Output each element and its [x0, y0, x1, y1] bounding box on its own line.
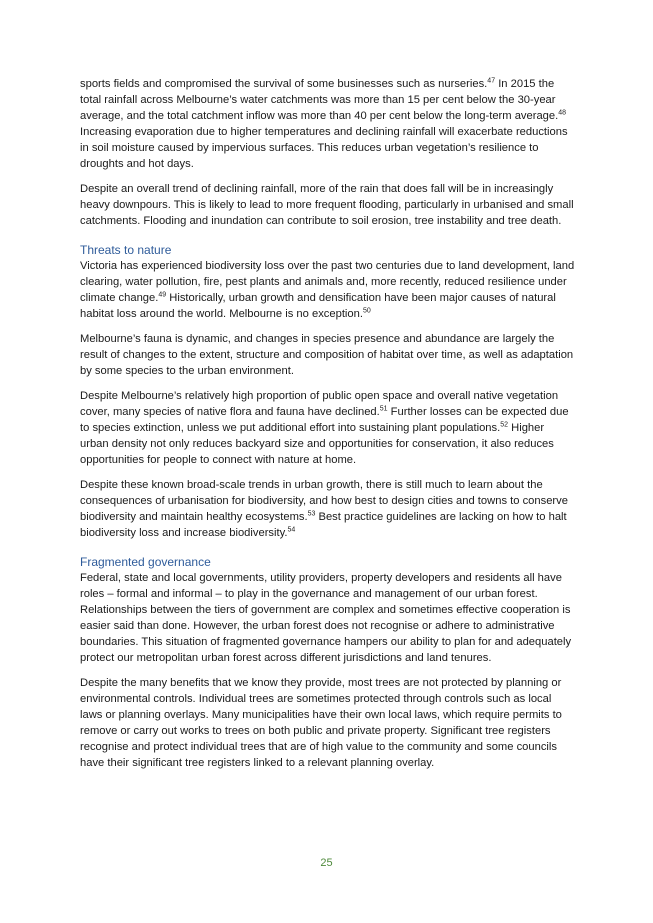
footnote-ref-54[interactable]: 54	[287, 526, 296, 534]
footnote-ref-48[interactable]: 48	[558, 109, 567, 117]
document-body	[80, 76, 575, 780]
paragraph-tree-protection: Despite the many benefits that we know they provide, most trees are not protected by planning or environmental controls. Individual trees are sometimes protected through controls such as local laws or planning overlays. Many municipalities have their own local laws, which require permits to remove or carry out works to trees on both public and private property. Significant tree registers recognise and protect individual trees that are of high value to the community and some councils have their significant tree registers linked to a relevant planning overlay.	[80, 677, 562, 769]
paragraph-text: Higher urban density not only reduces backyard size and opportunities for conservation, it also reduces opportunities for people to connect with nature at home.	[80, 422, 554, 466]
paragraph-species-decline	[80, 388, 575, 468]
paragraph-text: Best practice guidelines are lacking on how to halt biodiversity loss and increase biodiversity.	[80, 511, 567, 539]
footnote-ref-47[interactable]: 47	[487, 77, 496, 85]
paragraph-downpours: Despite an overall trend of declining rainfall, more of the rain that does fall will be in increasingly heavy downpours. This is likely to lead to more frequent flooding, particularly in urbanised and small catchments. Flooding and inundation can contribute to soil erosion, tree instability and tree death.	[80, 183, 574, 227]
heading-threats-to-nature: Threats to nature	[80, 243, 172, 257]
paragraph-text: Despite these known broad-scale trends in urban growth, there is still much to learn about the consequences of urbanisation for biodiversity, and how best to design cities and towns to conserve biodiversity and maintain healthy ecosystems.	[80, 479, 568, 523]
footnote-ref-52[interactable]: 52	[500, 421, 509, 429]
paragraph-governance: Federal, state and local governments, utility providers, property developers and residents all have roles – formal and informal – to play in the governance and management of our urban forest. Relationships between the tiers of government are complex and sometimes effective cooperation is easier said than done. However, the urban forest does not recognise or adhere to administrative boundaries. This situation of fragmented governance hampers our ability to plan for and adequately protect our metropolitan urban forest across different jurisdictions and land tenures.	[80, 572, 572, 664]
paragraph-text: Victoria has experienced biodiversity loss over the past two centuries due to land development, land clearing, water pollution, fire, pest plants and animals and, more recently, reduced resilience under climate change.	[80, 260, 575, 304]
paragraph-text: Further losses can be expected due to species extinction, unless we put additional effort into sustaining plant populations.	[80, 406, 569, 434]
footnote-ref-49[interactable]: 49	[158, 291, 167, 299]
paragraph-urbanisation	[80, 477, 575, 541]
footnote-ref-53[interactable]: 53	[307, 510, 316, 518]
heading-fragmented-governance: Fragmented governance	[80, 555, 211, 569]
footnote-ref-50[interactable]: 50	[362, 307, 371, 315]
paragraph-text: Increasing evaporation due to higher temperatures and declining rainfall will exacerbate reductions in soil moisture caused by impervious surfaces. This reduces urban vegetation’s resilience to droughts and hot days.	[80, 126, 568, 170]
page-number: 25	[320, 857, 333, 869]
paragraph-text: Historically, urban growth and densification have been major causes of natural habitat loss around the world. Melbourne is no exception.	[80, 292, 556, 320]
paragraph-text: Despite Melbourne’s relatively high proportion of public open space and overall native vegetation cover, many species of native flora and fauna have declined.	[80, 390, 559, 418]
paragraph-rainfall	[80, 76, 575, 172]
paragraph-text: sports fields and compromised the survival of some businesses such as nurseries.	[80, 78, 488, 90]
paragraph-biodiversity-loss	[80, 258, 575, 322]
paragraph-fauna: Melbourne’s fauna is dynamic, and changes in species presence and abundance are largely the result of changes to the extent, structure and composition of habitat over time, as well as adaptation by some species to the urban environment.	[80, 333, 574, 377]
paragraph-text: In 2015 the total rainfall across Melbourne’s water catchments was more than 15 per cent below the 30-year average, and the total catchment inflow was more than 40 per cent below the long-term average.	[80, 78, 559, 122]
footnote-ref-51[interactable]: 51	[379, 405, 388, 413]
